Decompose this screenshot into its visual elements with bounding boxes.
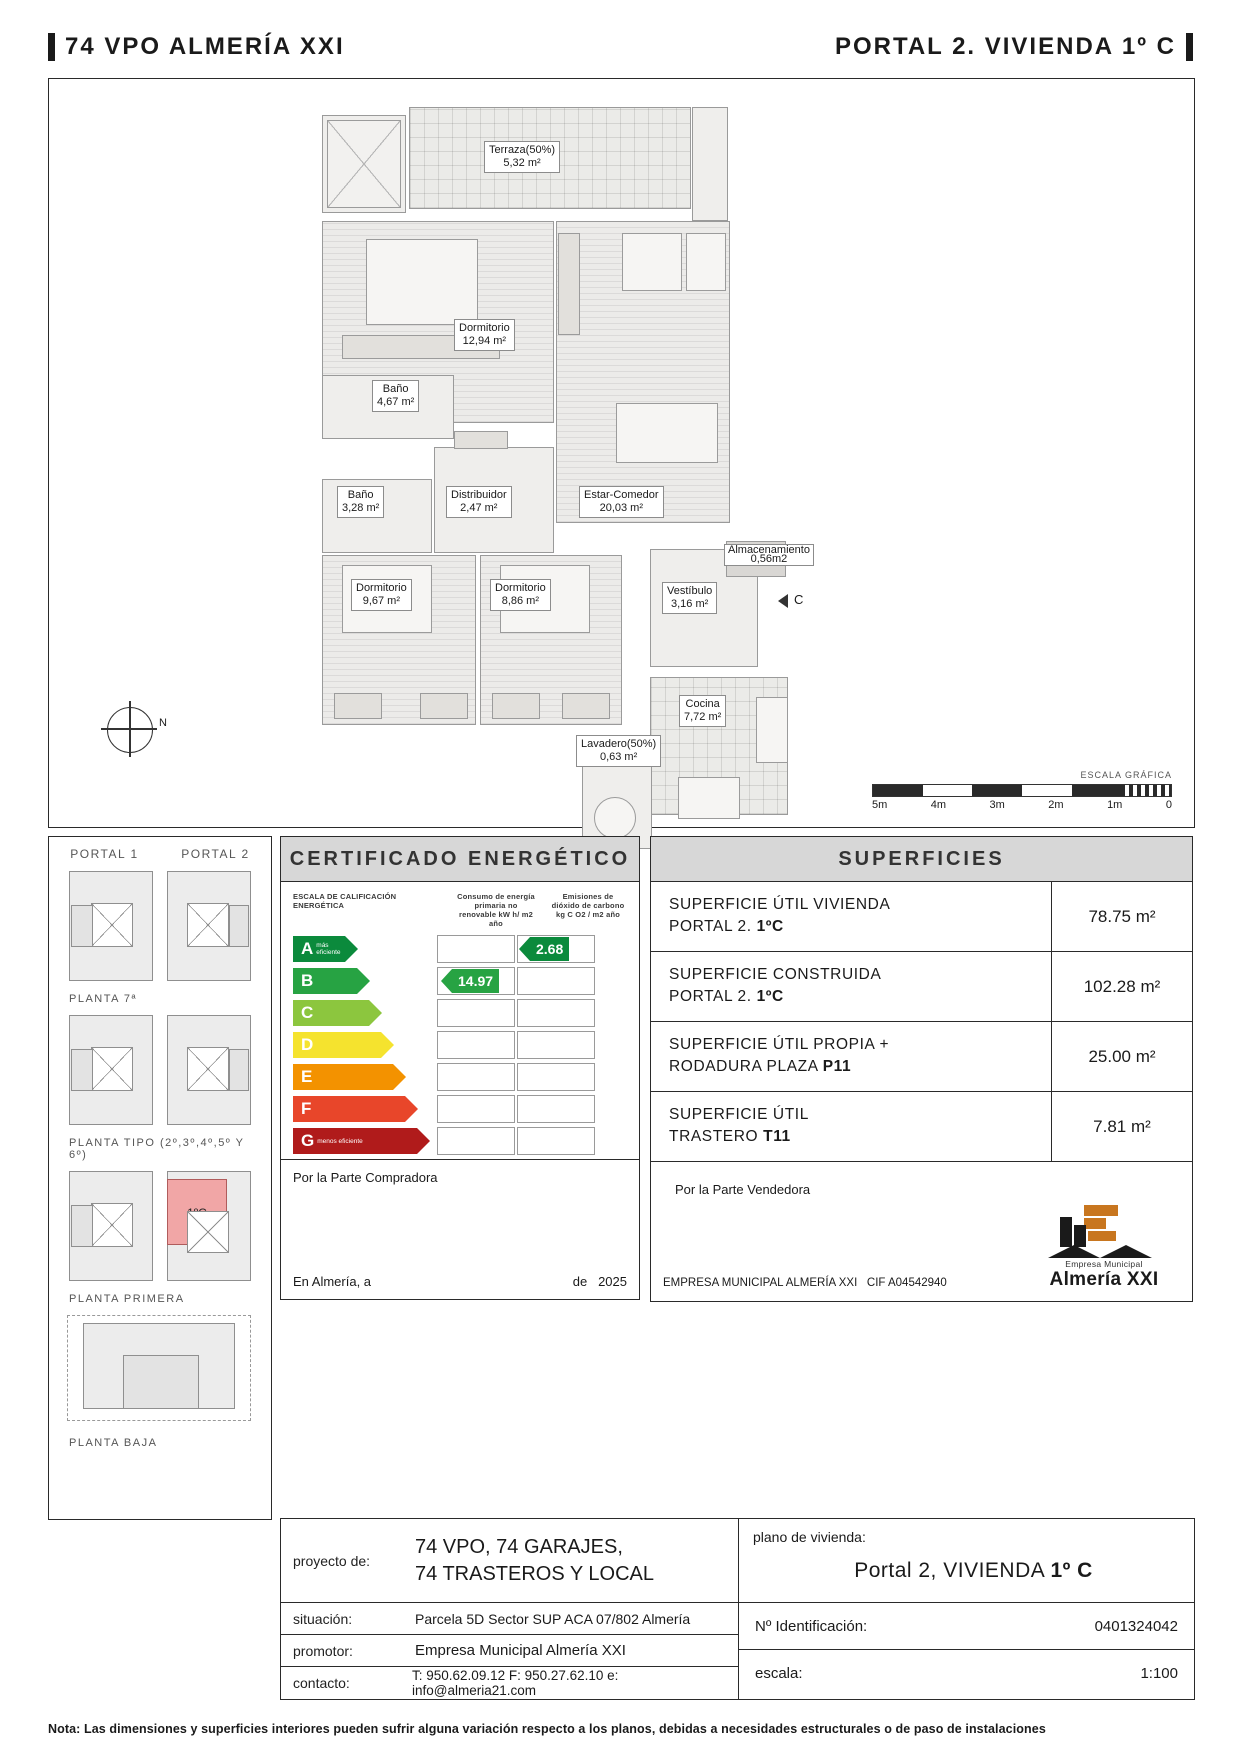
label-bano-2: Baño 3,28 m² bbox=[337, 486, 384, 518]
label-lavadero: Lavadero(50%) 0,63 m² bbox=[576, 735, 661, 767]
grade-row-f bbox=[293, 1094, 627, 1124]
table-row bbox=[651, 1022, 1192, 1092]
surfaces-panel bbox=[650, 836, 1193, 1518]
surface-desc: SUPERFICIE ÚTIL PROPIA + RODADURA PLAZA P11 bbox=[669, 1036, 890, 1075]
furniture-armchair bbox=[622, 233, 682, 291]
furniture-sofa bbox=[558, 233, 580, 335]
scale-bar-graphic bbox=[872, 784, 1172, 797]
terrace-grate bbox=[327, 120, 401, 208]
furniture-dining-table bbox=[616, 403, 718, 463]
furniture-nightstand-2 bbox=[334, 693, 382, 719]
certificate-columns-header: ESCALA DE CALIFICACIÓN ENERGÉTICA Consumo de energía primaria no renovable kW h/ m2 año Emisiones de dióxido de carbono kg C O2 / m2 año bbox=[293, 892, 625, 928]
terrace-side-right bbox=[692, 107, 728, 221]
grade-arrow-g: G menos eficiente bbox=[293, 1128, 417, 1154]
key-plan-planta-primera: PLANTA PRIMERA bbox=[63, 1165, 257, 1305]
grade-row-b bbox=[293, 966, 627, 996]
floor-plan-drawing bbox=[294, 97, 814, 817]
grade-cell-e-co2 bbox=[517, 1063, 595, 1091]
seller-label: Por la Parte Vendedora bbox=[675, 1182, 811, 1197]
co2-value-badge: 2.68 bbox=[530, 937, 569, 961]
project-row: proyecto de: 74 VPO, 74 GARAJES, 74 TRASTEROS Y LOCAL bbox=[281, 1519, 738, 1603]
grade-cell-a-energy bbox=[437, 935, 515, 963]
project-title: 74 VPO ALMERÍA XXI bbox=[48, 33, 345, 61]
grade-cell-g-co2 bbox=[517, 1127, 595, 1155]
surface-desc: SUPERFICIE CONSTRUIDA PORTAL 2. 1ºC bbox=[669, 966, 882, 1005]
plan-unit-name: Portal 2, VIVIENDA 1º C bbox=[854, 1559, 1093, 1582]
key-plan-planta7: PLANTA 7ª bbox=[63, 865, 257, 1005]
surfaces-table bbox=[650, 882, 1193, 1162]
buyer-signature-box bbox=[280, 1160, 640, 1300]
furniture-nightstand-3 bbox=[420, 693, 468, 719]
grade-arrow-e: E bbox=[293, 1064, 393, 1090]
project-name: 74 VPO, 74 GARAJES, 74 TRASTEROS Y LOCAL bbox=[415, 1535, 654, 1585]
buyer-date-line: En Almería, a de 2025 bbox=[293, 1274, 627, 1289]
label-bano-1: Baño 4,67 m² bbox=[372, 380, 419, 412]
label-cocina: Cocina 7,72 m² bbox=[679, 695, 726, 727]
table-row bbox=[651, 952, 1192, 1022]
surface-value: 25.00 m² bbox=[1051, 1022, 1192, 1091]
furniture-nightstand-4 bbox=[492, 693, 540, 719]
label-estar-comedor: Estar-Comedor 20,03 m² bbox=[579, 486, 664, 518]
table-row bbox=[651, 1092, 1192, 1161]
scale-ticks: 5m 4m 3m 2m 1m 0 bbox=[872, 799, 1172, 811]
grade-cell-g-energy bbox=[437, 1127, 515, 1155]
graphic-scale: ESCALA GRÁFICA 5m 4m 3m 2m 1m 0 bbox=[872, 770, 1172, 811]
logo-top-text: Empresa Municipal bbox=[1065, 1259, 1143, 1269]
furniture-kitchen-hob bbox=[756, 697, 788, 763]
company-logo bbox=[1030, 1203, 1178, 1291]
title-block bbox=[280, 1518, 1195, 1700]
grade-cell-f-co2 bbox=[517, 1095, 595, 1123]
logo-mark-icon bbox=[1030, 1203, 1178, 1259]
label-dormitorio-1: Dormitorio 12,94 m² bbox=[454, 319, 515, 351]
key-plan-planta-baja: PLANTA BAJA bbox=[63, 1309, 257, 1449]
identification-row: Nº Identificación: 0401324042 bbox=[739, 1603, 1194, 1650]
lower-section bbox=[48, 836, 1193, 1716]
disclaimer-note: Nota: Las dimensiones y superficies interiores pueden sufrir alguna variación respecto a los planos, debidas a necesidades estructurales o de paso de instalaciones bbox=[48, 1722, 1046, 1736]
compass-icon: N bbox=[107, 699, 177, 769]
scale-row: escala: 1:100 bbox=[755, 1665, 1178, 1682]
grade-cell-b-energy bbox=[437, 967, 515, 995]
grade-row-d bbox=[293, 1030, 627, 1060]
energy-value-badge: 14.97 bbox=[452, 969, 499, 993]
grade-arrow-b: B bbox=[293, 968, 357, 994]
label-dormitorio-3: Dormitorio 8,86 m² bbox=[490, 579, 551, 611]
grade-cell-d-co2 bbox=[517, 1031, 595, 1059]
seller-signature-box bbox=[650, 1162, 1193, 1302]
grade-arrow-f: F bbox=[293, 1096, 405, 1122]
grade-cell-f-energy bbox=[437, 1095, 515, 1123]
label-almacenamiento: Almacenamiento 0,56m2 bbox=[724, 544, 814, 566]
furniture-nightstand-5 bbox=[562, 693, 610, 719]
promoter-row: promotor: Empresa Municipal Almería XXI bbox=[281, 1635, 738, 1667]
label-terraza: Terraza(50%) 5,32 m² bbox=[484, 141, 560, 173]
contact-row: contacto: T: 950.62.09.12 F: 950.27.62.10 e: info@almeria21.com bbox=[293, 1668, 619, 1698]
unit-title: PORTAL 2. VIVIENDA 1º C bbox=[835, 33, 1193, 61]
floor-plan-frame bbox=[48, 78, 1195, 828]
portal-headers: PORTAL 1 PORTAL 2 bbox=[70, 847, 250, 861]
certificate-title: CERTIFICADO ENERGÉTICO bbox=[280, 836, 640, 882]
furniture-kitchen-table bbox=[678, 777, 740, 819]
grade-row-g bbox=[293, 1126, 627, 1156]
certificate-body bbox=[280, 882, 640, 1160]
label-dormitorio-2: Dormitorio 9,67 m² bbox=[351, 579, 412, 611]
furniture-washer bbox=[594, 797, 636, 839]
label-vestibulo: Vestíbulo 3,16 m² bbox=[662, 582, 717, 614]
grade-cell-e-energy bbox=[437, 1063, 515, 1091]
surface-value: 102.28 m² bbox=[1051, 952, 1192, 1021]
buyer-label: Por la Parte Compradora bbox=[293, 1170, 438, 1185]
energy-certificate-panel bbox=[280, 836, 640, 1518]
grade-cell-d-energy bbox=[437, 1031, 515, 1059]
grade-row-c bbox=[293, 998, 627, 1028]
surface-value: 7.81 m² bbox=[1051, 1092, 1192, 1161]
entrance-arrow-icon bbox=[778, 594, 788, 608]
grade-arrow-c: C bbox=[293, 1000, 369, 1026]
grade-arrow-d: D bbox=[293, 1032, 381, 1058]
key-plans-panel bbox=[48, 836, 272, 1520]
surface-desc: SUPERFICIE ÚTIL TRASTERO T11 bbox=[669, 1106, 809, 1145]
grade-cell-c-energy bbox=[437, 999, 515, 1027]
page-header bbox=[48, 26, 1193, 68]
grade-cell-c-co2 bbox=[517, 999, 595, 1027]
surface-desc: SUPERFICIE ÚTIL VIVIENDA PORTAL 2. 1ºC bbox=[669, 896, 891, 935]
grade-cell-a-co2 bbox=[517, 935, 595, 963]
title-block-left bbox=[281, 1519, 739, 1699]
grade-cell-b-co2 bbox=[517, 967, 595, 995]
entrance-mark: C bbox=[794, 592, 804, 607]
seller-company-line: EMPRESA MUNICIPAL ALMERÍA XXI CIF A04542940 bbox=[663, 1277, 947, 1289]
title-block-right bbox=[739, 1519, 1194, 1699]
energy-grade-scale bbox=[293, 934, 627, 1156]
logo-bottom-text: Almería XXI bbox=[1049, 1269, 1159, 1290]
furniture-side-table bbox=[686, 233, 726, 291]
situation-row: situación: Parcela 5D Sector SUP ACA 07/802 Almería bbox=[281, 1603, 738, 1635]
plan-name-row: plano de vivienda: Portal 2, VIVIENDA 1º C bbox=[739, 1519, 1194, 1603]
furniture-bed-1 bbox=[366, 239, 478, 325]
grade-arrow-a: A más eficiente bbox=[293, 936, 345, 962]
furniture-counter bbox=[454, 431, 508, 449]
grade-row-e bbox=[293, 1062, 627, 1092]
table-row bbox=[651, 882, 1192, 952]
label-distribuidor: Distribuidor 2,47 m² bbox=[446, 486, 512, 518]
key-plan-planta-tipo: PLANTA TIPO (2º,3º,4º,5º Y 6º) bbox=[63, 1009, 257, 1161]
surface-value: 78.75 m² bbox=[1051, 882, 1192, 951]
grade-row-a bbox=[293, 934, 627, 964]
surfaces-title: SUPERFICIES bbox=[650, 836, 1193, 882]
